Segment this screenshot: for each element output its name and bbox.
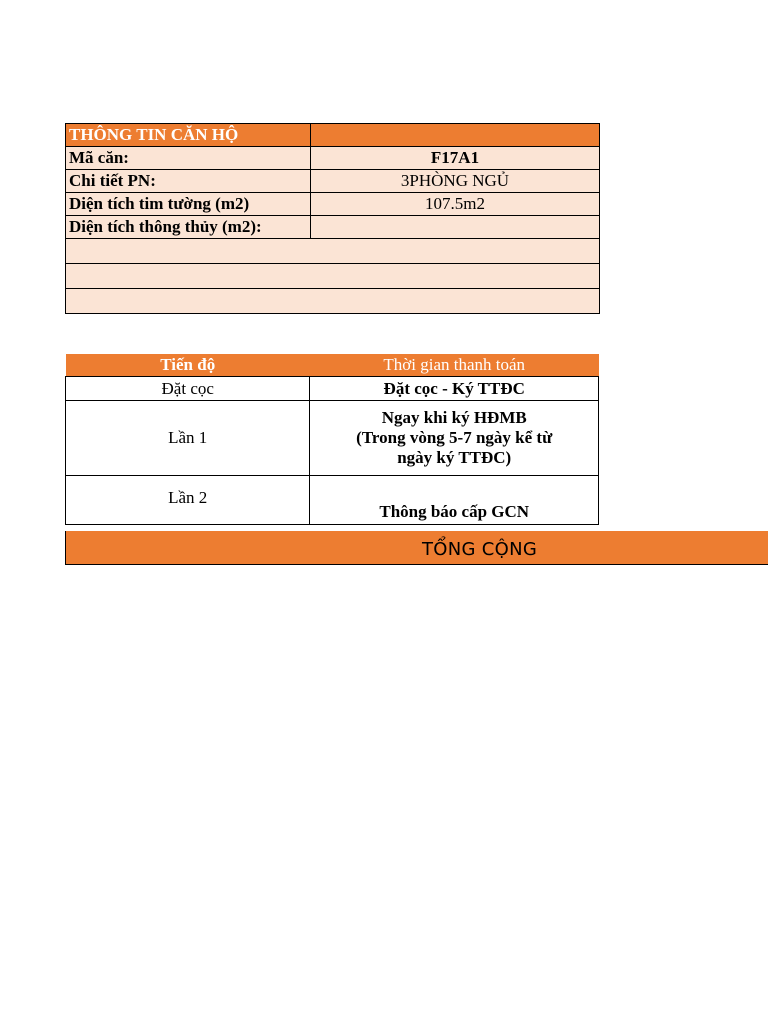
time-1-line: Ngay khi ký HĐMB [381,408,527,427]
info-row-bedrooms [66,170,600,193]
info-empty-row [66,289,600,314]
total-label: TỔNG CỘNG [422,539,538,560]
wall-area-value: 107.5m2 [311,193,600,216]
payment-row-2 [66,476,599,525]
info-title: THÔNG TIN CĂN HỘ [66,124,311,147]
time-1 [310,401,599,476]
empty-cell [66,264,600,289]
unit-code-label: Mã căn: [66,147,311,170]
info-empty-row [66,239,600,264]
payment-header-row [66,354,599,377]
info-header-row [66,124,600,147]
info-row-clear-area [66,216,600,239]
empty-cell [66,239,600,264]
stage-1: Lần 1 [66,401,310,476]
time-1-line: ngày ký TTĐC) [397,448,512,467]
payment-row-1 [66,401,599,476]
time-2: Thông báo cấp GCN [310,476,599,525]
clear-area-value [311,216,600,239]
payment-row-deposit [66,377,599,401]
bedrooms-label: Chi tiết PN: [66,170,311,193]
info-row-unit-code [66,147,600,170]
time-header: Thời gian thanh toán [310,354,599,377]
empty-cell [66,289,600,314]
info-row-wall-area [66,193,600,216]
info-header-blank [311,124,600,147]
apartment-info-table [65,123,600,314]
time-1-line: (Trong vòng 5-7 ngày kể từ [356,428,553,447]
stage-2: Lần 2 [66,476,310,525]
clear-area-label: Diện tích thông thủy (m2): [66,216,311,239]
payment-schedule-table [65,354,599,525]
stage-header: Tiến độ [66,354,310,377]
bedrooms-value: 3PHÒNG NGỦ [311,170,600,193]
wall-area-label: Diện tích tim tường (m2) [66,193,311,216]
info-empty-row [66,264,600,289]
time-deposit: Đặt cọc - Ký TTĐC [310,377,599,401]
total-row [65,531,768,565]
unit-code-value: F17A1 [311,147,600,170]
stage-deposit: Đặt cọc [66,377,310,401]
